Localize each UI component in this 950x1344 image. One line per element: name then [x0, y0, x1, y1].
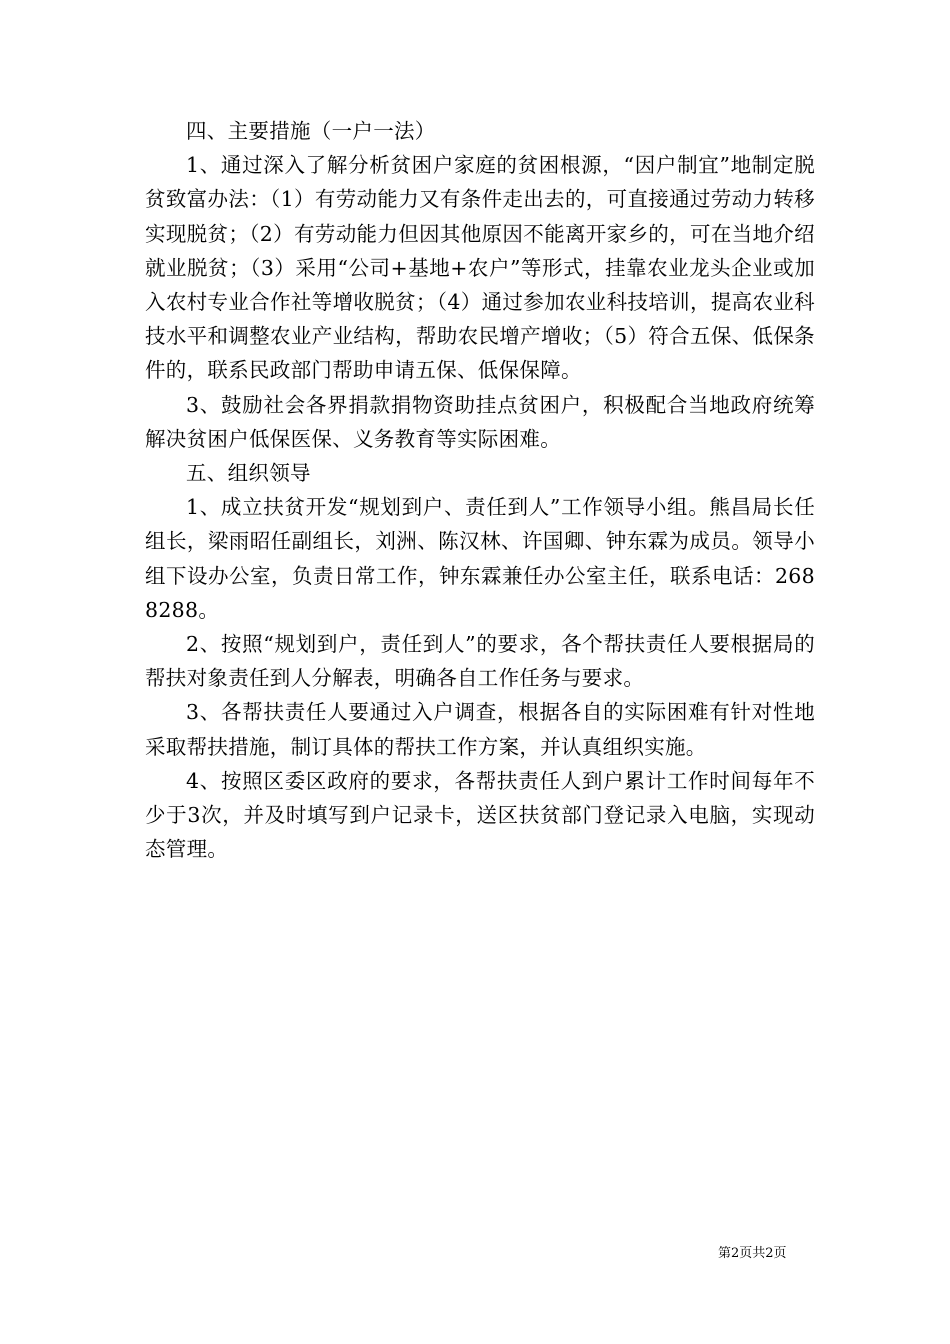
paragraph-leadership-2: 2、按照“规划到户，责任到人”的要求，各个帮扶责任人要根据局的帮扶对象责任到人分解表，明确各自工作任务与要求。 — [145, 632, 815, 691]
page-number-footer: 第2页共2页 — [718, 1246, 787, 1261]
paragraph-leadership-4: 4、按照区委区政府的要求，各帮扶责任人到户累计工作时间每年不少于3次，并及时填写到户记录卡，送区扶贫部门登记录入电脑，实现动态管理。 — [145, 768, 815, 862]
paragraph-leadership-3: 3、各帮扶责任人要通过入户调查，根据各自的实际困难有针对性地采取帮扶措施，制订具体的帮扶工作方案，并认真组织实施。 — [145, 700, 815, 759]
section-heading-measures: 四、主要措施（一户一法） — [186, 119, 436, 143]
paragraph-measure-3: 3、鼓励社会各界捐款捐物资助挂点贫困户，积极配合当地政府统筹解决贫困户低保医保、义务教育等实际困难。 — [145, 392, 815, 451]
document-body — [145, 114, 815, 866]
paragraph-leadership-1: 1、成立扶贫开发“规划到户、责任到人”工作领导小组。熊昌局长任组长，梁雨昭任副组长，刘洲、陈汉林、许国卿、钟东霖为成员。领导小组下设办公室，负责日常工作，钟东霖兼任办公室主任，联系电话：2688288。 — [145, 495, 815, 622]
paragraph-measure-1: 1、通过深入了解分析贫困户家庭的贫困根源，“因户制宜”地制定脱贫致富办法：（1）有劳动能力又有条件走出去的，可直接通过劳动力转移实现脱贫；（2）有劳动能力但因其他原因不能离开家乡的，可在当地介绍就业脱贫；（3）采用“公司+基地+农户”等形式，挂靠农业龙头企业或加入农村专业合作社等增收脱贫；（4）通过参加农业科技培训，提高农业科技水平和调整农业产业结构，帮助农民增产增收；（5）符合五保、低保条件的，联系民政部门帮助申请五保、低保保障。 — [145, 153, 815, 383]
section-heading-leadership: 五、组织领导 — [186, 461, 311, 486]
